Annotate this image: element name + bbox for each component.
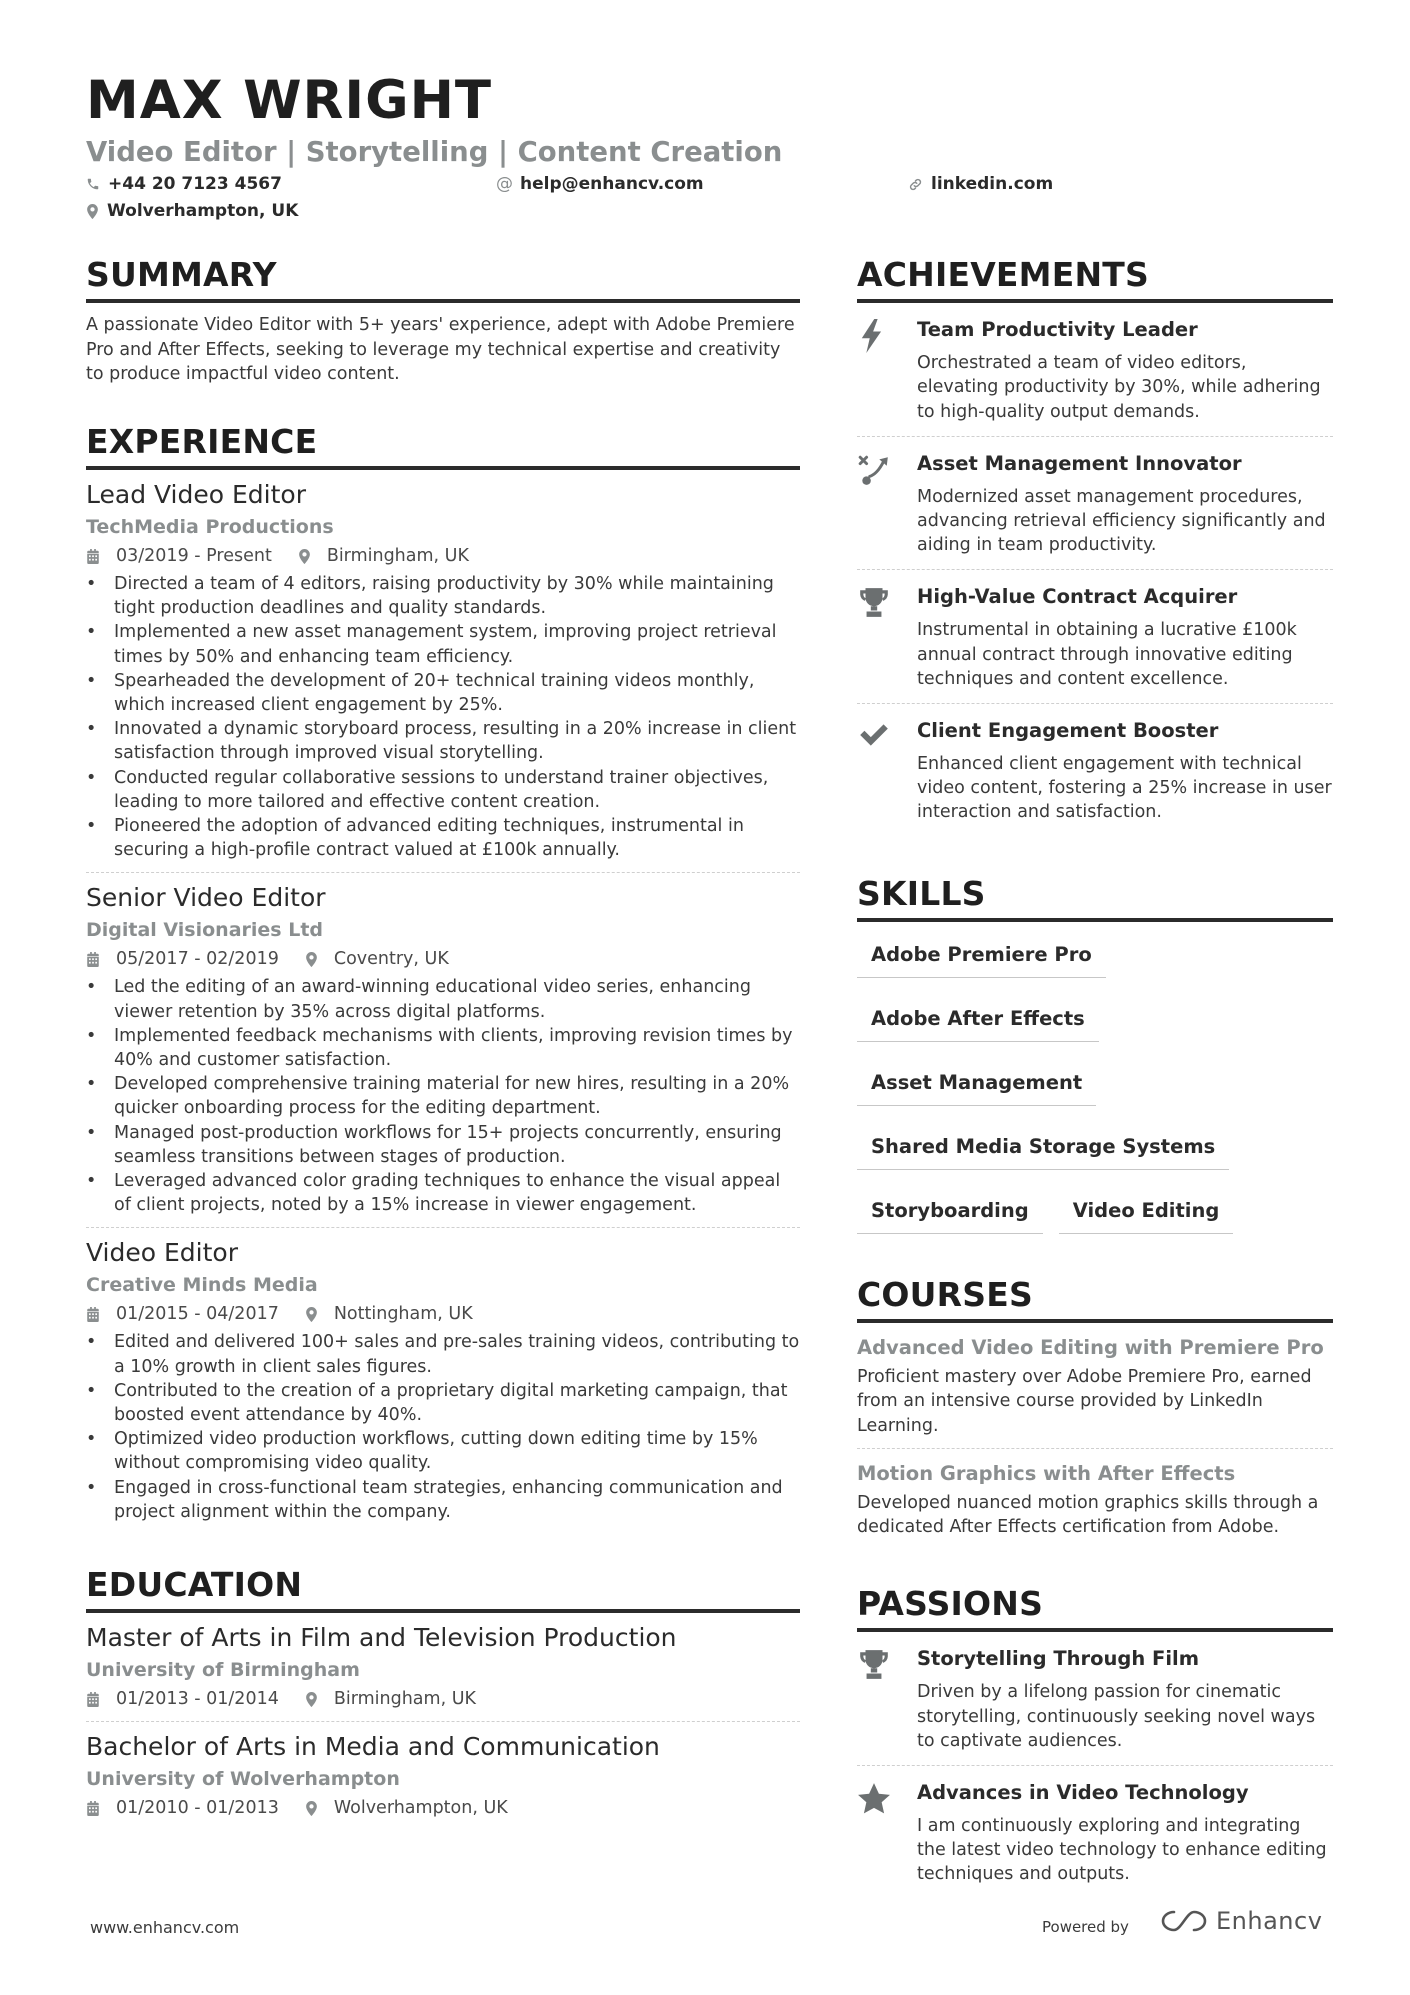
summary-section (86, 254, 800, 387)
achievement-item-description: Modernized asset management procedures, advancing retrieval efficiency significantly and aiding in team productivity. (917, 486, 1326, 556)
location-group (298, 544, 469, 568)
skill-tag: Shared Media Storage Systems (857, 1128, 1229, 1170)
location-text: Birmingham, UK (333, 1689, 476, 1710)
passion-item-icon-wrap (857, 1646, 917, 1753)
company-name: TechMedia Productions (86, 516, 334, 538)
passion-item-title: Advances in Video Technology (917, 1781, 1249, 1805)
candidate-name: MAX WRIGHT (86, 70, 493, 131)
bullet-item: • Implemented a new asset management system, improving project retrieval times by 50% and enhancing team efficiency. (86, 620, 800, 668)
contact-phone (86, 174, 282, 194)
passions-list (857, 1632, 1333, 1898)
course-description: Proficient mastery over Adobe Premiere Pro, earned from an intensive course provided by LinkedIn Learning. (857, 1367, 1312, 1436)
bullet-item: • Engaged in cross-functional team strategies, enhancing communication and project alignment within the company. (86, 1476, 800, 1524)
location-group (305, 947, 449, 971)
skills-section (857, 873, 1333, 1256)
achievement-item (857, 437, 1333, 571)
achievement-item (857, 704, 1333, 837)
achievement-item-title: Asset Management Innovator (917, 451, 1242, 475)
summary-text: A passionate Video Editor with 5+ years' experience, adept with Adobe Premiere Pro and After Effects, seeking to leverage my technical expertise and creativity to produce impactful video content. (86, 315, 795, 385)
achievement-item-description: Orchestrated a team of video editors, elevating productivity by 30%, while adhering to high-quality output demands. (917, 353, 1321, 422)
summary-heading: SUMMARY (86, 254, 800, 303)
experience-entry (86, 873, 800, 1228)
location-pin-icon (305, 1692, 326, 1707)
skill-tag: Adobe Premiere Pro (857, 936, 1106, 978)
education-list (86, 1613, 800, 1830)
bullet-item: • Conducted regular collaborative sessions to understand trainer objectives, leading to more tailored and effective content creation. (86, 766, 800, 814)
date-group (86, 544, 272, 568)
achievement-item-icon-wrap (857, 718, 917, 825)
date-text: 05/2017 - 02/2019 (116, 949, 279, 970)
skill-tag: Asset Management (857, 1064, 1096, 1106)
achievement-item-body (917, 317, 1333, 424)
job-title: Senior Video Editor (86, 883, 326, 913)
passion-item (857, 1766, 1333, 1899)
date-location-row (86, 1687, 800, 1711)
location-pin-icon (298, 549, 319, 564)
date-text: 01/2013 - 01/2014 (116, 1689, 279, 1710)
passion-item-body (917, 1780, 1333, 1887)
education-entry (86, 1722, 800, 1830)
date-group (86, 1687, 279, 1711)
achievements-heading: ACHIEVEMENTS (857, 254, 1333, 303)
course-description: Developed nuanced motion graphics skills through a dedicated After Effects certification from Adobe. (857, 1492, 1319, 1537)
achievements-section (857, 254, 1333, 837)
enhancv-logo[interactable] (1160, 1907, 1322, 1935)
contact-location (86, 201, 298, 221)
degree-title: Master of Arts in Film and Television Production (86, 1623, 677, 1653)
education-entry (86, 1613, 800, 1722)
contact-email (496, 174, 704, 194)
school-name: University of Birmingham (86, 1659, 360, 1682)
date-location-row (86, 1796, 800, 1820)
enhancv-logo-icon (1160, 1908, 1208, 1934)
bullet-item: • Managed post-production workflows for 15+ projects concurrently, ensuring seamless transitions between stages of production. (86, 1121, 800, 1169)
achievement-item (857, 303, 1333, 437)
footer-url[interactable]: www.enhancv.com (90, 1918, 240, 1937)
date-location-row (86, 544, 800, 568)
location-group (305, 1796, 508, 1820)
skills-heading: SKILLS (857, 873, 1333, 922)
achievement-item-icon-wrap (857, 584, 917, 691)
achievement-item-icon-wrap (857, 451, 917, 558)
education-section (86, 1564, 800, 1830)
star-icon (857, 1782, 891, 1816)
skills-list (857, 936, 1333, 1256)
passion-item-description: Driven by a lifelong passion for cinematic storytelling, continuously seeking novel ways to captivate audiences. (917, 1682, 1316, 1751)
achievement-item-body (917, 451, 1333, 558)
course-item (857, 1323, 1333, 1449)
experience-entry (86, 1228, 800, 1534)
calendar-icon (86, 1801, 108, 1816)
date-location-row (86, 1302, 800, 1326)
location-text: Wolverhampton, UK (333, 1798, 508, 1819)
powered-by-label: Powered by (1042, 1918, 1129, 1936)
bullet-item: • Optimized video production workflows, cutting down editing time by 15% without compromising video quality. (86, 1427, 800, 1475)
enhancv-brand-name: Enhancv (1216, 1907, 1323, 1935)
calendar-icon (86, 952, 108, 967)
experience-list (86, 470, 800, 1534)
experience-section (86, 421, 800, 1534)
passion-item-title: Storytelling Through Film (917, 1647, 1200, 1671)
calendar-icon (86, 1692, 108, 1707)
courses-heading: COURSES (857, 1274, 1333, 1323)
location-group (305, 1687, 476, 1711)
location-text: Nottingham, UK (333, 1304, 473, 1325)
course-item (857, 1449, 1333, 1549)
skill-tag: Storyboarding (857, 1192, 1043, 1234)
achievement-item-title: Team Productivity Leader (917, 318, 1198, 342)
location-pin-icon (305, 1307, 326, 1322)
strategy-icon (857, 453, 891, 487)
achievement-item-body (917, 584, 1333, 691)
achievements-list (857, 303, 1333, 836)
experience-heading: EXPERIENCE (86, 421, 800, 470)
passions-heading: PASSIONS (857, 1583, 1333, 1632)
education-heading: EDUCATION (86, 1564, 800, 1613)
bullet-item: • Pioneered the adoption of advanced editing techniques, instrumental in securing a high-profile contract valued at £100k annually. (86, 814, 800, 862)
phone-text: +44 20 7123 4567 (108, 174, 282, 194)
achievement-item-title: Client Engagement Booster (917, 719, 1219, 743)
achievement-item-body (917, 718, 1333, 825)
location-pin-icon (86, 204, 99, 219)
courses-list (857, 1323, 1333, 1549)
bullet-item: • Leveraged advanced color grading techniques to enhance the visual appeal of client projects, noted by a 15% increase in viewer engagement. (86, 1169, 800, 1217)
achievement-item (857, 570, 1333, 704)
date-text: 03/2019 - Present (116, 546, 272, 566)
bullet-item: • Edited and delivered 100+ sales and pre-sales training videos, contributing to a 10% growth in client sales figures. (86, 1330, 800, 1378)
school-name: University of Wolverhampton (86, 1768, 400, 1791)
bullet-list (86, 572, 800, 862)
location-text: Birmingham, UK (326, 546, 469, 566)
location-pin-icon (305, 952, 326, 967)
passion-item-body (917, 1646, 1333, 1753)
email-text: help@enhancv.com (520, 174, 704, 194)
achievement-item-title: High-Value Contract Acquirer (917, 585, 1238, 609)
date-text: 01/2010 - 01/2013 (116, 1798, 279, 1819)
date-group (86, 947, 279, 971)
contact-linkedin[interactable] (908, 174, 1053, 194)
course-title: Motion Graphics with After Effects (857, 1461, 1236, 1485)
company-name: Digital Visionaries Ltd (86, 919, 324, 942)
skill-tag: Video Editing (1059, 1192, 1234, 1234)
bullet-item: • Directed a team of 4 editors, raising productivity by 30% while maintaining tight production deadlines and quality standards. (86, 572, 800, 620)
achievement-item-description: Instrumental in obtaining a lucrative £100k annual contract through innovative editing techniques and content excellence. (917, 620, 1297, 689)
bullet-list (86, 975, 800, 1217)
location-text: Coventry, UK (333, 949, 449, 970)
bullet-item: • Innovated a dynamic storyboard process, resulting in a 20% increase in client satisfaction through improved visual storytelling. (86, 717, 800, 765)
bullet-list (86, 1330, 800, 1524)
achievement-item-description: Enhanced client engagement with technical video content, fostering a 25% increase in user interaction and satisfaction. (917, 754, 1332, 823)
link-icon (908, 177, 923, 192)
location-group (305, 1302, 473, 1326)
degree-title: Bachelor of Arts in Media and Communication (86, 1732, 660, 1762)
left-column (86, 254, 800, 1864)
experience-entry (86, 470, 800, 873)
bullet-item: • Contributed to the creation of a proprietary digital marketing campaign, that boosted event attendance by 40%. (86, 1379, 800, 1427)
course-title: Advanced Video Editing with Premiere Pro (857, 1336, 1324, 1360)
bullet-item: • Implemented feedback mechanisms with clients, improving revision times by 40% and customer satisfaction. (86, 1024, 800, 1072)
company-name: Creative Minds Media (86, 1274, 318, 1297)
passion-item-icon-wrap (857, 1780, 917, 1887)
lightning-icon (857, 319, 887, 353)
passion-item-description: I am continuously exploring and integrating the latest video technology to enhance editing techniques and outputs. (917, 1816, 1327, 1885)
job-title: Video Editor (86, 1238, 238, 1268)
date-group (86, 1302, 279, 1326)
at-icon: @ (496, 174, 513, 194)
bullet-item: • Developed comprehensive training material for new hires, resulting in a 20% quicker onboarding process for the editing department. (86, 1072, 800, 1120)
passion-item (857, 1632, 1333, 1766)
trophy-icon (857, 1648, 891, 1682)
date-text: 01/2015 - 04/2017 (116, 1304, 279, 1325)
right-column (857, 254, 1333, 1933)
location-pin-icon (305, 1801, 326, 1816)
linkedin-text[interactable]: linkedin.com (931, 174, 1054, 194)
job-title: Lead Video Editor (86, 480, 306, 509)
calendar-icon (86, 1307, 108, 1322)
date-group (86, 1796, 279, 1820)
passions-section (857, 1583, 1333, 1898)
courses-section (857, 1274, 1333, 1549)
achievement-item-icon-wrap (857, 317, 917, 424)
calendar-icon (86, 549, 108, 564)
phone-icon (86, 177, 100, 191)
location-text: Wolverhampton, UK (107, 201, 299, 221)
date-location-row (86, 947, 800, 971)
checkmark-icon (857, 720, 891, 750)
bullet-item: • Spearheaded the development of 20+ technical training videos monthly, which increased client engagement by 25%. (86, 669, 800, 717)
skill-tag: Adobe After Effects (857, 1000, 1099, 1042)
bullet-item: • Led the editing of an award-winning educational video series, enhancing viewer retention by 35% across digital platforms. (86, 975, 800, 1023)
trophy-icon (857, 586, 891, 620)
candidate-title: Video Editor | Storytelling | Content Creation (86, 136, 783, 168)
